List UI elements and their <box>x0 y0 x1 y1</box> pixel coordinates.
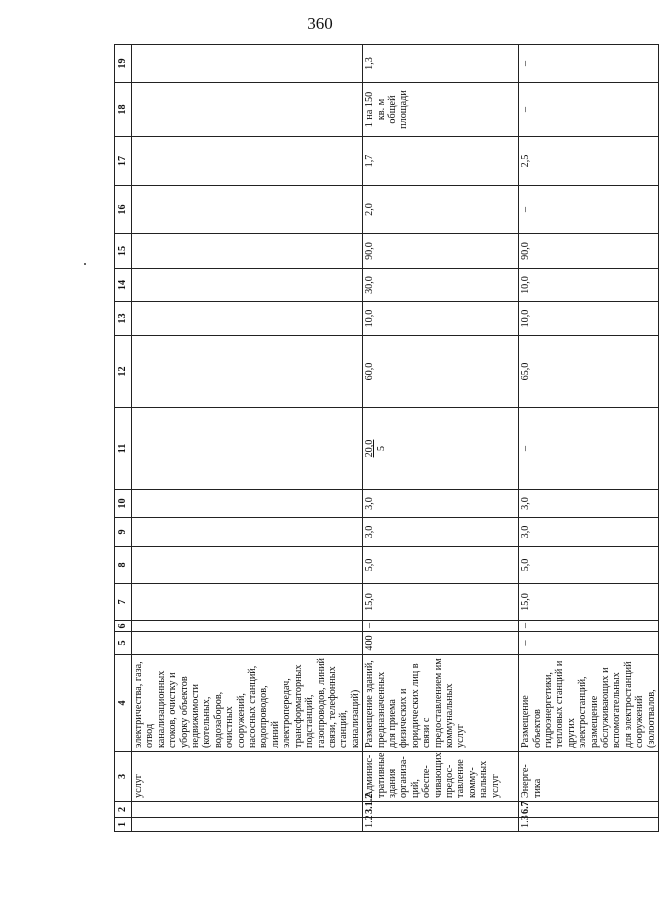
cell-col-17: 1,7 <box>363 137 519 186</box>
cell-col-15: 90,0 <box>363 234 519 269</box>
rotated-table-sheet <box>114 57 657 832</box>
cell-code <box>132 802 363 818</box>
cell-col-17 <box>132 137 363 186</box>
cell-col-18: 1 на 150 кв. м общей площади <box>363 83 519 137</box>
header-col-1: 1 <box>115 818 132 832</box>
cell-col-16 <box>132 186 363 234</box>
header-col-17: 17 <box>115 137 132 186</box>
cell-col-19: 1,3 <box>363 45 519 83</box>
cell-col-6: – <box>363 621 519 632</box>
cell-col-9 <box>132 518 363 547</box>
zoning-parameters-table <box>114 44 659 832</box>
cell-col-15 <box>132 234 363 269</box>
scan-speck <box>84 263 86 265</box>
cell-col-8 <box>132 547 363 584</box>
fraction-top: – <box>520 445 532 452</box>
cell-col-19: – <box>519 45 659 83</box>
table-row <box>519 45 659 832</box>
fraction <box>364 440 387 458</box>
header-col-8: 8 <box>115 547 132 584</box>
cell-use-type: услуг <box>132 752 363 802</box>
cell-col-7: 15,0 <box>363 584 519 621</box>
cell-description: электричества, газа, отвод канализационных стоков, очистку и уборку объектов недвижимости (котельных, водозаборов, очистных сооружений, насосных станций, водопроводов, линий электропередач, трансформаторных подстанций, газопроводов, линий связи, телефонных станций, канализаций) <box>132 655 363 752</box>
cell-col-10 <box>132 490 363 518</box>
page-number: 360 <box>307 14 333 33</box>
header-row <box>115 45 132 832</box>
header-col-18: 18 <box>115 83 132 137</box>
header-col-19: 19 <box>115 45 132 83</box>
cell-col-16: 2,0 <box>363 186 519 234</box>
cell-col-9: 3,0 <box>363 518 519 547</box>
cell-col-7 <box>132 584 363 621</box>
cell-index: 1.2 <box>363 818 519 832</box>
header-col-2: 2 <box>115 802 132 818</box>
fraction-top: 20,0 <box>364 439 376 458</box>
cell-col-11 <box>519 408 659 490</box>
header-col-3: 3 <box>115 752 132 802</box>
cell-description: Размещение объектов гидроэнергетики, тепловых станций и других электростанций, размещение обслуживающих и вспомогательных для электростанций сооружений (золоотвалов, <box>519 655 659 752</box>
cell-col-6: – <box>519 621 659 632</box>
cell-col-12 <box>132 336 363 408</box>
cell-col-15: 90,0 <box>519 234 659 269</box>
header-col-10: 10 <box>115 490 132 518</box>
cell-col-10: 3,0 <box>519 490 659 518</box>
cell-col-9: 3,0 <box>519 518 659 547</box>
header-col-6: 6 <box>115 621 132 632</box>
cell-col-17: 2,5 <box>519 137 659 186</box>
cell-index <box>132 818 363 832</box>
cell-col-11 <box>132 408 363 490</box>
cell-use-type: Админис-тративные здания организа-ций, обеспе-чивающих предос-тавление комму-нальных услуг <box>363 752 519 802</box>
header-col-13: 13 <box>115 302 132 336</box>
cell-col-14 <box>132 269 363 302</box>
cell-use-type: Энерге-тика <box>519 752 659 802</box>
fraction <box>520 446 531 451</box>
cell-col-18: – <box>519 83 659 137</box>
fraction-bottom: 5 <box>375 445 387 452</box>
table-row <box>363 45 519 832</box>
header-col-5: 5 <box>115 632 132 655</box>
cell-code: 3.1.2 <box>363 802 519 818</box>
cell-col-16: – <box>519 186 659 234</box>
cell-description: Размещение зданий, предназначенных для приема физических и юридических лиц в связи с предоставлением им коммунальных услуг <box>363 655 519 752</box>
cell-col-6 <box>132 621 363 632</box>
header-col-12: 12 <box>115 336 132 408</box>
cell-col-7: 15,0 <box>519 584 659 621</box>
cell-col-10: 3,0 <box>363 490 519 518</box>
cell-col-13: 10,0 <box>363 302 519 336</box>
cell-col-13: 10,0 <box>519 302 659 336</box>
cell-col-11 <box>363 408 519 490</box>
cell-col-14: 10,0 <box>519 269 659 302</box>
cell-col-19 <box>132 45 363 83</box>
cell-col-12: 60,0 <box>363 336 519 408</box>
header-col-9: 9 <box>115 518 132 547</box>
header-col-16: 16 <box>115 186 132 234</box>
header-col-14: 14 <box>115 269 132 302</box>
cell-index: 1.3 <box>519 818 659 832</box>
cell-col-13 <box>132 302 363 336</box>
table-row <box>132 45 363 832</box>
header-col-15: 15 <box>115 234 132 269</box>
header-col-4: 4 <box>115 655 132 752</box>
header-col-7: 7 <box>115 584 132 621</box>
header-col-11: 11 <box>115 408 132 490</box>
cell-col-14: 30,0 <box>363 269 519 302</box>
cell-col-8: 5,0 <box>519 547 659 584</box>
cell-col-5: 400 <box>363 632 519 655</box>
cell-code: 6.7 <box>519 802 659 818</box>
cell-col-18 <box>132 83 363 137</box>
cell-col-5: – <box>519 632 659 655</box>
cell-col-5 <box>132 632 363 655</box>
cell-col-12: 65,0 <box>519 336 659 408</box>
cell-col-8: 5,0 <box>363 547 519 584</box>
